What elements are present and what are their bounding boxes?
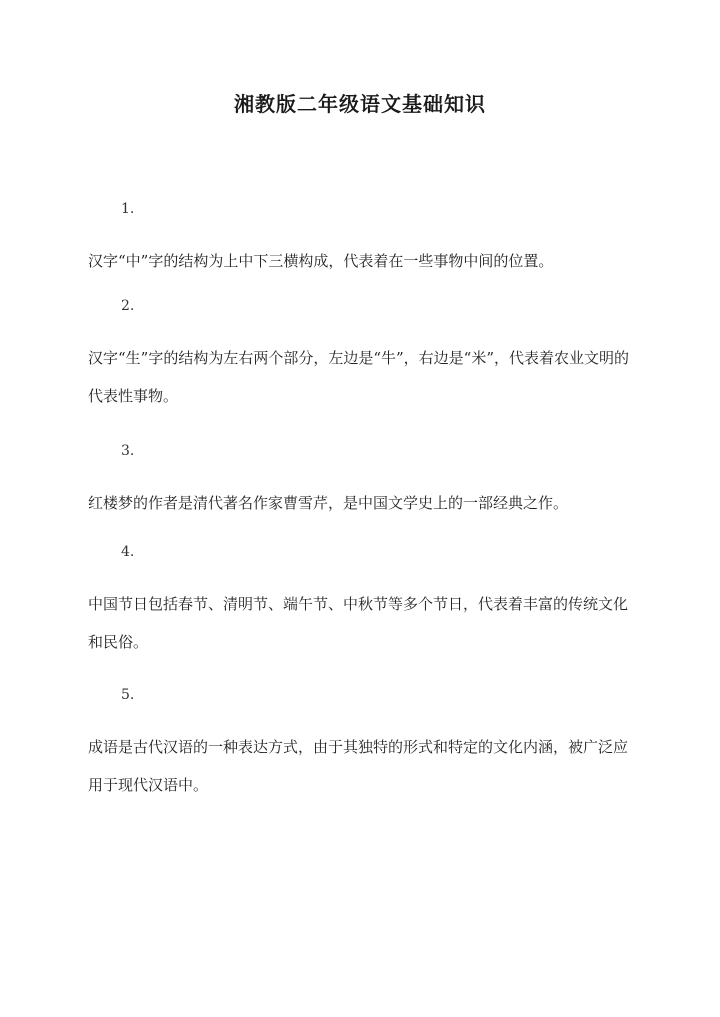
knowledge-item	[88, 199, 636, 280]
item-text: 汉字“中”字的结构为上中下三横构成，代表着在一些事物中间的位置。	[88, 252, 554, 270]
knowledge-item	[88, 685, 636, 804]
knowledge-item	[88, 296, 636, 415]
knowledge-item	[88, 441, 636, 522]
item-number: 1.	[121, 201, 135, 217]
item-text: 汉字“生”字的结构为左右两个部分，左边是“牛”，右边是“米”，代表着农业文明的代表性事物。	[88, 349, 630, 405]
item-number: 4.	[121, 544, 135, 560]
document-title: 湘教版二年级语文基础知识	[234, 92, 486, 116]
item-number: 2.	[121, 298, 135, 314]
item-text: 红楼梦的作者是清代著名作家曹雪芹，是中国文学史上的一部经典之作。	[88, 494, 569, 512]
item-number: 3.	[121, 443, 135, 459]
item-text: 中国节日包括春节、清明节、端午节、中秋节等多个节日，代表着丰富的传统文化和民俗。	[88, 595, 629, 651]
knowledge-item	[88, 542, 636, 661]
item-number: 5.	[121, 687, 135, 703]
item-text: 成语是古代汉语的一种表达方式，由于其独特的形式和特定的文化内涵，被广泛应用于现代汉语中。	[88, 738, 629, 794]
